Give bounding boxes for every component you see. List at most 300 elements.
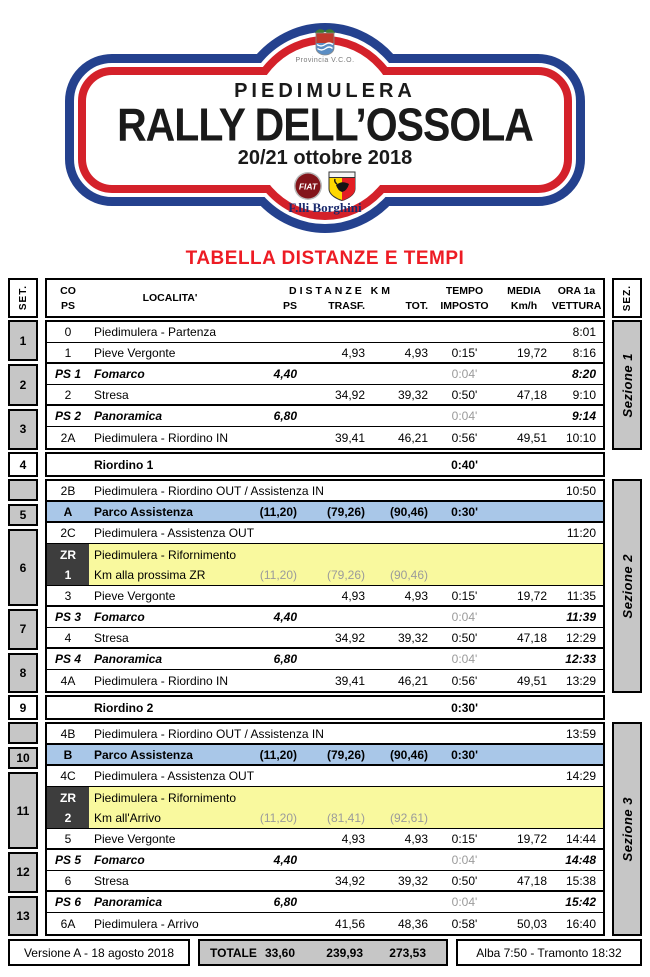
cell-tempo-imposto: 0:50' [451, 630, 478, 645]
cell-localita: Km all'Arrivo [94, 811, 161, 825]
cell-tot-km: 39,32 [397, 873, 428, 888]
sez-label: Sezione 2 [619, 553, 635, 619]
set-cell [8, 479, 38, 501]
cell-localita: Stresa [94, 387, 129, 402]
set-rail [8, 320, 38, 450]
table-row [47, 607, 603, 628]
cell-ps-km: 6,80 [273, 409, 297, 423]
cell-tempo-imposto [431, 322, 498, 342]
cell-localita: Panoramica [94, 895, 163, 909]
cell-ps-km [251, 913, 300, 934]
sez-label: Sezione 3 [619, 796, 635, 862]
cell-co-ps: ZR [47, 787, 89, 808]
cell-co-ps: PS 6 [54, 895, 81, 909]
table-row [47, 385, 603, 406]
cell-tempo-imposto: 0:30' [451, 700, 478, 715]
cell-co-ps: B [63, 747, 73, 762]
table-block-riordino2 [0, 695, 650, 720]
cell-trasf-km [300, 454, 368, 475]
cell-localita: Piedimulera - Rifornimento [94, 547, 237, 562]
cell-trasf-km [300, 649, 368, 669]
cell-trasf-km: (81,41) [326, 811, 365, 825]
table-row [47, 724, 603, 745]
totale-ps-value: 33,60 [264, 945, 295, 960]
cell-co-ps: 0 [64, 325, 72, 339]
cell-trasf-km: (79,26) [326, 747, 365, 762]
cell-tempo-imposto: 0:56' [451, 673, 478, 688]
cell-co-ps: A [63, 504, 73, 519]
cell-localita: Riordino 2 [94, 700, 154, 715]
cell-tempo-imposto: 0:58' [451, 916, 478, 931]
sponsor-name: F.lli Borghini [288, 200, 362, 215]
cell-tempo-imposto: 0:30' [451, 504, 478, 519]
cell-media-kmh [498, 544, 550, 565]
plate-city: PIEDIMULERA [234, 80, 416, 102]
cell-co-ps: 2B [60, 483, 76, 498]
totale-box [198, 939, 448, 966]
sez-rail [612, 722, 642, 936]
table-row [47, 787, 603, 808]
cell-tot-km [368, 787, 431, 808]
cell-co-ps: PS 2 [54, 409, 81, 423]
cell-trasf-km: 4,93 [341, 831, 365, 846]
sez-cell [612, 479, 642, 693]
crest-caption: Provincia V.C.O. [295, 57, 355, 64]
cell-ps-km [251, 829, 300, 848]
cell-localita: Piedimulera - Riordino IN [94, 673, 229, 688]
cell-localita: Pieve Vergonte [94, 588, 176, 603]
cell-ora-1a-vettura: 13:59 [565, 726, 596, 741]
cell-trasf-km [300, 892, 368, 912]
cell-media-kmh [498, 649, 550, 669]
set-rail [8, 695, 38, 720]
table-header-row [45, 278, 605, 318]
cell-ps-km [251, 787, 300, 808]
cell-trasf-km [300, 787, 368, 808]
cell-trasf-km [300, 481, 368, 500]
cell-localita: Pieve Vergonte [94, 831, 176, 846]
version-label: Versione A - 18 agosto 2018 [23, 945, 175, 960]
table-row [47, 871, 603, 892]
cell-co-ps: PS 4 [54, 652, 81, 666]
cell-media-kmh [498, 364, 550, 384]
cell-tempo-imposto: 0:04' [451, 367, 478, 381]
cell-trasf-km: 4,93 [341, 345, 365, 360]
cell-trasf-km [300, 364, 368, 384]
table-row [47, 343, 603, 364]
cell-ora-1a-vettura: 12:33 [565, 652, 596, 666]
cell-ora-1a-vettura: 8:01 [572, 325, 596, 339]
cell-media-kmh [498, 322, 550, 342]
cell-ora-1a-vettura [550, 502, 603, 521]
cell-trasf-km: 34,92 [334, 630, 365, 645]
set-rail [8, 479, 38, 693]
cell-tempo-imposto: 0:50' [451, 387, 478, 402]
cell-localita: Parco Assistenza [94, 504, 193, 519]
cell-tempo-imposto [431, 808, 498, 828]
cell-media-kmh [498, 787, 550, 808]
table-section [45, 479, 605, 693]
cell-media-kmh [498, 850, 550, 870]
cell-media-kmh [498, 892, 550, 912]
fiat-logo-icon [294, 172, 322, 200]
cell-trasf-km [300, 766, 368, 786]
cell-trasf-km [300, 406, 368, 426]
set-cell: 8 [8, 653, 38, 693]
cell-tempo-imposto: 0:15' [451, 831, 478, 846]
table-row [47, 364, 603, 385]
cell-localita: Panoramica [94, 652, 163, 666]
cell-ps-km: (11,20) [259, 504, 297, 519]
cell-localita: Riordino 1 [94, 457, 154, 472]
cell-ora-1a-vettura: 14:44 [565, 831, 596, 846]
header-distanze-km: DISTANZE KM [289, 284, 393, 297]
cell-ora-1a-vettura: 11:35 [566, 588, 596, 603]
table-block-riordino1 [0, 452, 650, 477]
cell-ps-km: 4,40 [273, 367, 297, 381]
cell-localita: Fomarco [94, 853, 145, 867]
header-co: CO [60, 284, 76, 297]
cell-localita: Parco Assistenza [94, 747, 193, 762]
cell-ps-km [251, 322, 300, 342]
cell-tempo-imposto [431, 787, 498, 808]
cell-tempo-imposto: 0:04' [451, 610, 478, 624]
cell-ora-1a-vettura: 9:14 [571, 409, 596, 423]
sez-label: Sezione 1 [619, 352, 635, 418]
table-block-sezione2 [0, 479, 650, 693]
cell-co-ps: 1 [64, 345, 72, 360]
set-cell: 10 [8, 747, 38, 769]
cell-ora-1a-vettura: 8:20 [571, 367, 596, 381]
cell-tempo-imposto: 0:04' [451, 409, 478, 423]
sez-header-label: SEZ. [621, 284, 633, 312]
cell-media-kmh: 49,51 [516, 430, 547, 445]
set-header-rail [8, 278, 38, 318]
cell-tot-km [368, 364, 431, 384]
cell-localita: Stresa [94, 630, 129, 645]
cell-trasf-km: (79,26) [326, 568, 365, 582]
cell-localita: Piedimulera - Assistenza OUT [94, 769, 255, 783]
cell-ps-km [251, 427, 300, 448]
set-cell: 12 [8, 852, 38, 892]
cell-localita: Fomarco [94, 367, 145, 381]
cell-ora-1a-vettura: 10:50 [565, 483, 596, 498]
cell-co-ps: 1 [47, 565, 89, 585]
cell-media-kmh [498, 724, 550, 743]
cell-co-ps: 6A [60, 916, 76, 931]
page-title: TABELLA DISTANZE E TEMPI [185, 248, 465, 269]
cell-media-kmh [498, 766, 550, 786]
cell-tempo-imposto [431, 766, 498, 786]
cell-trasf-km: (79,26) [326, 504, 365, 519]
plate-title: RALLY DELL’OSSOLA [117, 99, 533, 151]
sponsor-logos [0, 171, 650, 201]
cell-ora-1a-vettura: 10:10 [565, 430, 596, 445]
set-cell: 13 [8, 896, 38, 936]
cell-ps-km [251, 481, 300, 500]
header-co-ps [47, 280, 89, 316]
cell-ps-km [251, 586, 300, 605]
set-column-header [8, 278, 38, 318]
cell-ora-1a-vettura [550, 544, 603, 565]
cell-tot-km: (90,46) [389, 747, 428, 762]
cell-ora-1a-vettura: 16:40 [565, 916, 596, 931]
set-cell: 7 [8, 609, 38, 649]
cell-tempo-imposto [431, 724, 498, 743]
sez-rail [612, 695, 642, 720]
cell-tot-km: 4,93 [404, 831, 428, 846]
cell-trasf-km: 4,93 [341, 588, 365, 603]
cell-tot-km [368, 649, 431, 669]
table-row [47, 427, 603, 448]
cell-trasf-km [300, 607, 368, 627]
cell-tempo-imposto [431, 544, 498, 565]
cell-ps-km [251, 766, 300, 786]
header-trasf: TRASF. [328, 299, 365, 312]
cell-trasf-km [300, 850, 368, 870]
totale-trasf-value: 239,93 [326, 945, 363, 960]
cell-media-kmh: 19,72 [516, 588, 547, 603]
cell-co-ps: PS 5 [54, 853, 81, 867]
cell-tot-km [368, 607, 431, 627]
header-ps-sub: PS [60, 299, 75, 312]
header-distanze-group [251, 280, 431, 316]
cell-ps-km [251, 385, 300, 404]
plate-date: 20/21 ottobre 2018 [237, 147, 413, 169]
cell-trasf-km [300, 523, 368, 543]
cell-media-kmh: 47,18 [516, 873, 547, 888]
cell-localita: Piedimulera - Riordino OUT / Assistenza IN [94, 726, 324, 741]
table-row [47, 808, 603, 829]
table-row [47, 892, 603, 913]
cell-tot-km [368, 481, 431, 500]
table-row [47, 565, 603, 586]
cell-ps-km [251, 454, 300, 475]
cell-tot-km: (92,61) [389, 811, 428, 825]
table-row [47, 829, 603, 850]
cell-media-kmh [498, 502, 550, 521]
cell-ora-1a-vettura: 15:38 [565, 873, 596, 888]
cell-co-ps: 4A [60, 673, 76, 688]
cell-trasf-km [300, 544, 368, 565]
cell-tot-km: 46,21 [397, 430, 428, 445]
set-cell: 5 [8, 504, 38, 526]
cell-media-kmh [498, 523, 550, 543]
cell-media-kmh [498, 481, 550, 500]
header-media: MEDIA Km/h [507, 284, 541, 312]
table-row [47, 745, 603, 766]
set-cell: 1 [8, 320, 38, 361]
set-cell: 3 [8, 409, 38, 450]
cell-media-kmh [498, 565, 550, 585]
cell-tot-km [368, 724, 431, 743]
header-ps-km: PS [282, 299, 297, 312]
cell-trasf-km: 34,92 [334, 387, 365, 402]
cell-localita: Piedimulera - Partenza [94, 325, 217, 339]
cell-tempo-imposto [431, 523, 498, 543]
cell-ora-1a-vettura: 15:42 [565, 895, 596, 909]
fiat-logo-text: FIAT [298, 181, 318, 192]
cell-trasf-km: 39,41 [334, 673, 365, 688]
cell-ora-1a-vettura: 12:29 [565, 630, 596, 645]
cell-tempo-imposto: 0:04' [451, 853, 478, 867]
table-block-sezione3 [0, 722, 650, 936]
cell-media-kmh [498, 454, 550, 475]
cell-media-kmh [498, 607, 550, 627]
cell-co-ps: PS 1 [54, 367, 81, 381]
cell-co-ps: 2A [60, 430, 76, 445]
table-section [45, 452, 605, 477]
cell-media-kmh: 47,18 [516, 630, 547, 645]
table-row [47, 502, 603, 523]
cell-tot-km [368, 892, 431, 912]
cell-co-ps: 4B [60, 726, 76, 741]
set-cell: 6 [8, 529, 38, 606]
cell-tempo-imposto: 0:50' [451, 873, 478, 888]
totale-label: TOTALE [210, 945, 257, 960]
table-row [47, 481, 603, 502]
cell-ora-1a-vettura [550, 787, 603, 808]
table-block-sezione1 [0, 320, 650, 450]
header-tempo-imposto: TEMPO IMPOSTO [440, 284, 489, 312]
cell-co-ps: 2 [64, 387, 72, 402]
abarth-logo-icon [329, 172, 355, 201]
cell-ora-1a-vettura: 11:20 [566, 526, 596, 540]
cell-ora-1a-vettura [550, 697, 603, 718]
set-cell: 11 [8, 772, 38, 849]
cell-ps-km [251, 670, 300, 691]
cell-localita: Pieve Vergonte [94, 345, 176, 360]
cell-tempo-imposto: 0:40' [451, 457, 478, 472]
table-header-block [0, 278, 650, 318]
cell-co-ps: 5 [64, 831, 72, 846]
table-row [47, 406, 603, 427]
version-box [8, 939, 190, 966]
cell-media-kmh: 47,18 [516, 387, 547, 402]
set-cell [8, 722, 38, 744]
cell-media-kmh [498, 406, 550, 426]
cell-media-kmh: 19,72 [516, 345, 547, 360]
cell-tempo-imposto: 0:15' [451, 345, 478, 360]
cell-ps-km: 6,80 [273, 652, 297, 666]
cell-ps-km [251, 544, 300, 565]
cell-localita: Stresa [94, 873, 129, 888]
cell-tot-km [368, 544, 431, 565]
cell-tot-km: 39,32 [397, 387, 428, 402]
cell-trasf-km [300, 322, 368, 342]
header-ora-vettura: ORA 1a VETTURA [551, 284, 602, 312]
cell-ps-km: 4,40 [273, 853, 297, 867]
cell-co-ps [47, 697, 89, 718]
table-body [0, 320, 650, 936]
cell-tot-km: (90,46) [389, 504, 428, 519]
table-section [45, 320, 605, 450]
table-row [47, 670, 603, 691]
sez-rail [612, 320, 642, 450]
cell-tot-km: 46,21 [397, 673, 428, 688]
header-tot: TOT. [405, 299, 428, 312]
cell-ps-km [251, 871, 300, 890]
cell-localita: Piedimulera - Rifornimento [94, 790, 237, 805]
cell-co-ps: 2C [60, 526, 76, 540]
cell-ora-1a-vettura: 11:39 [566, 610, 596, 624]
cell-localita: Piedimulera - Assistenza OUT [94, 526, 255, 540]
cell-trasf-km: 39,41 [334, 430, 365, 445]
cell-tot-km [368, 766, 431, 786]
footer [0, 939, 650, 966]
cell-ora-1a-vettura: 14:29 [565, 769, 596, 783]
cell-tot-km [368, 454, 431, 475]
table-row [47, 649, 603, 670]
table-row [47, 454, 603, 475]
table-row [47, 523, 603, 544]
set-rail [8, 722, 38, 936]
cell-tempo-imposto: 0:30' [451, 747, 478, 762]
cell-tempo-imposto: 0:04' [451, 652, 478, 666]
table-row [47, 766, 603, 787]
set-header-label: SET. [17, 285, 29, 311]
sez-rail [612, 452, 642, 477]
cell-tempo-imposto [431, 481, 498, 500]
cell-ora-1a-vettura: 14:48 [565, 853, 596, 867]
cell-trasf-km: 41,56 [334, 916, 365, 931]
table-row [47, 628, 603, 649]
cell-ps-km [251, 724, 300, 743]
cell-tot-km [368, 850, 431, 870]
cell-co-ps: 3 [64, 588, 72, 603]
header-localita: LOCALITA' [142, 292, 198, 304]
cell-ps-km [251, 523, 300, 543]
table-section [45, 722, 605, 936]
cell-ps-km: (11,20) [259, 747, 297, 762]
cell-trasf-km [300, 697, 368, 718]
cell-ps-km [251, 697, 300, 718]
cell-co-ps: ZR [47, 544, 89, 565]
cell-co-ps: 6 [64, 873, 72, 888]
set-cell: 2 [8, 364, 38, 405]
table-section [45, 695, 605, 720]
totale-tot-value: 273,53 [389, 945, 426, 960]
sez-header-rail [612, 278, 642, 318]
cell-tempo-imposto: 0:15' [451, 588, 478, 603]
cell-tot-km: (90,46) [389, 568, 428, 582]
cell-ora-1a-vettura [550, 565, 603, 585]
cell-co-ps: PS 3 [54, 610, 81, 624]
cell-trasf-km [300, 724, 368, 743]
cell-tot-km [368, 322, 431, 342]
table-row [47, 697, 603, 718]
cell-co-ps: 4C [60, 769, 76, 783]
cell-tot-km: 4,93 [404, 588, 428, 603]
cell-localita: Panoramica [94, 409, 163, 423]
cell-ps-km [251, 343, 300, 362]
cell-media-kmh [498, 697, 550, 718]
sez-column-header [612, 278, 642, 318]
cell-media-kmh: 19,72 [516, 831, 547, 846]
sunrise-sunset-box [456, 939, 642, 966]
table-row [47, 586, 603, 607]
cell-ps-km [251, 628, 300, 647]
table-row [47, 850, 603, 871]
cell-media-kmh [498, 745, 550, 764]
cell-trasf-km: 34,92 [334, 873, 365, 888]
cell-ora-1a-vettura: 9:10 [572, 387, 596, 402]
cell-tot-km: 39,32 [397, 630, 428, 645]
cell-ora-1a-vettura [550, 745, 603, 764]
cell-co-ps: 2 [47, 808, 89, 828]
sez-rail [612, 479, 642, 693]
cell-ora-1a-vettura: 8:16 [572, 345, 596, 360]
